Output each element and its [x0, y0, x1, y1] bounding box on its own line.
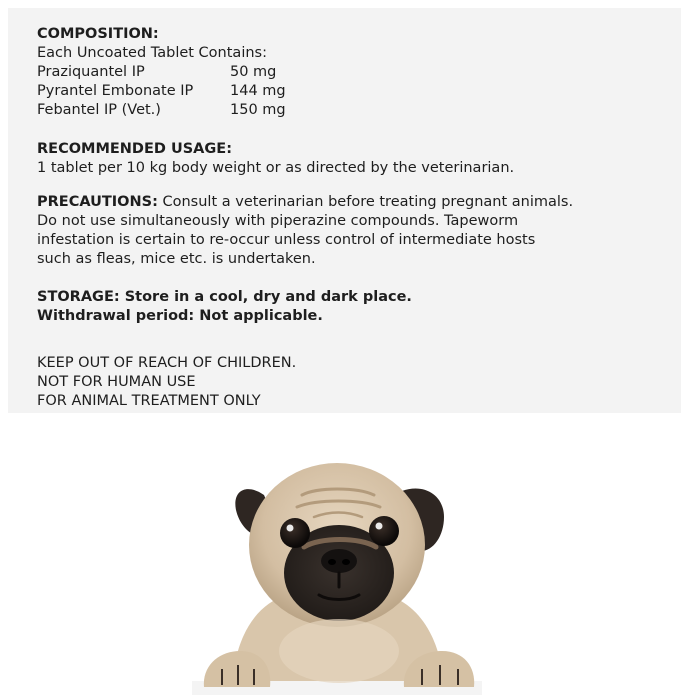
ingredient-row — [37, 63, 286, 82]
eye-highlight — [376, 523, 383, 530]
nostril — [328, 559, 336, 565]
storage-text: STORAGE: Store in a cool, dry and dark place. — [37, 289, 412, 305]
ingredient-dose: 150 mg — [230, 102, 286, 118]
usage-section — [37, 140, 514, 178]
ingredient-dose: 50 mg — [230, 64, 277, 80]
precautions-section — [37, 193, 573, 269]
eye-highlight — [287, 525, 294, 532]
warning-line: FOR ANIMAL TREATMENT ONLY — [37, 393, 261, 409]
usage-heading: RECOMMENDED USAGE: — [37, 141, 233, 157]
ingredient-name: Febantel IP (Vet.) — [37, 102, 161, 118]
composition-intro: Each Uncoated Tablet Contains: — [37, 45, 267, 61]
precautions-line — [37, 193, 573, 212]
ingredient-row — [37, 82, 286, 101]
withdrawal-text: Withdrawal period: Not applicable. — [37, 308, 323, 324]
ingredient-name: Pyrantel Embonate IP — [37, 83, 194, 99]
composition-section — [37, 25, 286, 120]
pug-nose — [321, 549, 357, 573]
pug-right-eye — [369, 516, 399, 546]
usage-text: 1 tablet per 10 kg body weight or as directed by the veterinarian. — [37, 160, 515, 176]
warning-line: NOT FOR HUMAN USE — [37, 374, 196, 390]
chest-fur — [279, 619, 399, 683]
pug-illustration — [192, 455, 482, 695]
pug-left-eye — [280, 518, 310, 548]
precautions-text: Consult a veterinarian before treating pregnant animals. — [157, 194, 574, 210]
warnings-section — [37, 354, 296, 411]
nostril — [342, 559, 350, 565]
ingredient-name: Praziquantel IP — [37, 64, 145, 80]
precautions-line: such as fleas, mice etc. is undertaken. — [37, 251, 316, 267]
ingredient-dose: 144 mg — [230, 83, 286, 99]
precautions-heading: PRECAUTIONS: — [37, 194, 158, 210]
warning-line: KEEP OUT OF REACH OF CHILDREN. — [37, 355, 297, 371]
composition-heading: COMPOSITION: — [37, 26, 159, 42]
product-label-panel — [8, 8, 681, 413]
precautions-line: Do not use simultaneously with piperazine compounds. Tapeworm — [37, 213, 519, 229]
ingredient-row — [37, 101, 286, 120]
precautions-line: infestation is certain to re-occur unless control of intermediate hosts — [37, 232, 536, 248]
storage-section — [37, 288, 412, 326]
pug-dog-image — [192, 455, 482, 695]
